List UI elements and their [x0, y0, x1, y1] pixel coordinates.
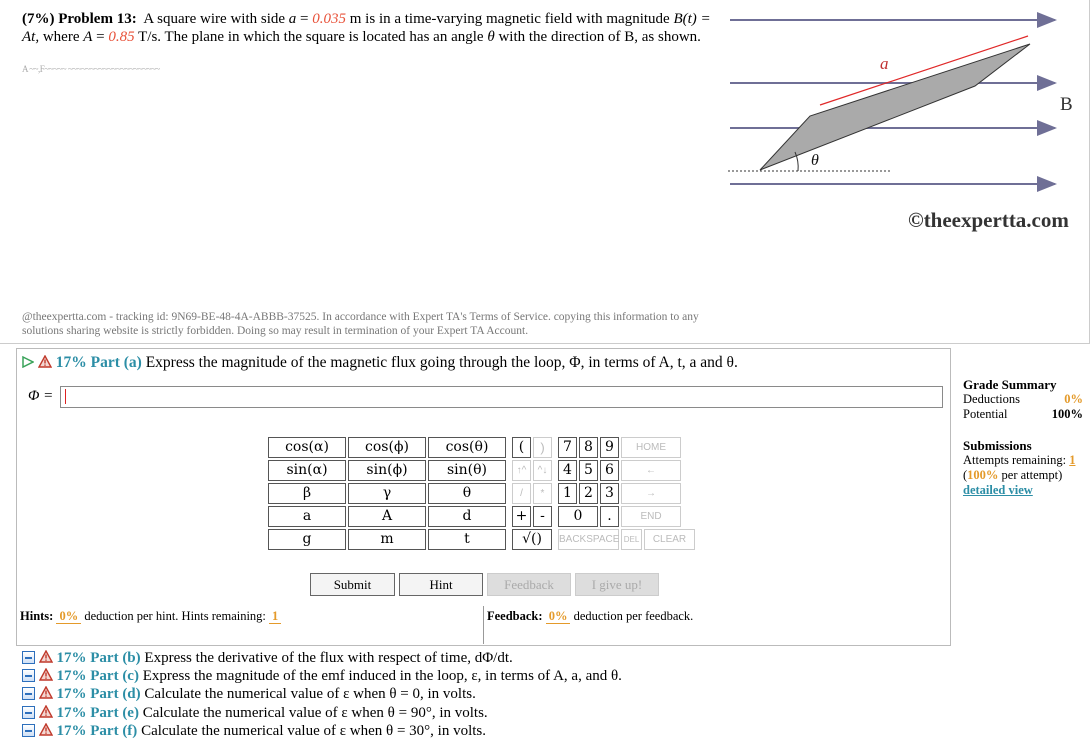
problem-label: Problem 13: — [58, 11, 137, 27]
part-status-icon — [22, 669, 35, 682]
key-5[interactable]: 5 — [579, 460, 598, 481]
key-home[interactable]: HOME — [621, 437, 681, 458]
problem-weight: (7%) — [22, 11, 55, 27]
key-minus[interactable]: - — [533, 506, 552, 527]
part-e-row[interactable]: 17% Part (e) Calculate the numerical value of ε when θ = 90°, in volts. — [22, 705, 488, 722]
feedback-button[interactable]: Feedback — [487, 573, 571, 596]
key-gamma[interactable]: γ — [348, 483, 426, 504]
key-6[interactable]: 6 — [600, 460, 619, 481]
key-beta[interactable]: β — [268, 483, 346, 504]
key-backspace[interactable]: BACKSPACE — [558, 529, 619, 550]
part-d-row[interactable]: 17% Part (d) Calculate the numerical value of ε when θ = 0, in volts. — [22, 686, 476, 703]
key-t[interactable]: t — [428, 529, 506, 550]
key-power-down[interactable]: ^↓ — [533, 460, 552, 481]
key-sin-theta[interactable]: sin(θ) — [428, 460, 506, 481]
figure-copyright: ©theexpertta.com — [908, 208, 1069, 232]
side-value: 0.035 — [312, 11, 347, 27]
key-dot[interactable]: . — [600, 506, 619, 527]
hints-feedback-divider — [483, 606, 484, 644]
A-value: 0.85 — [108, 29, 135, 45]
part-status-icon — [22, 706, 35, 719]
key-del[interactable]: DEL — [621, 529, 642, 550]
grade-summary-title: Grade Summary — [963, 377, 1057, 392]
part-status-icon — [22, 724, 35, 737]
key-g[interactable]: g — [268, 529, 346, 550]
part-f-row[interactable]: 17% Part (f) Calculate the numerical value of ε when θ = 30°, in volts. — [22, 723, 486, 740]
submit-button[interactable]: Submit — [310, 573, 395, 596]
key-theta[interactable]: θ — [428, 483, 506, 504]
side-a-label: a — [880, 54, 889, 73]
problem-figure — [700, 0, 1090, 200]
key-power-up[interactable]: ↑^ — [512, 460, 531, 481]
submissions-title: Submissions — [963, 438, 1032, 453]
part-status-icon — [22, 687, 35, 700]
key-sin-phi[interactable]: sin(ϕ) — [348, 460, 426, 481]
answer-input[interactable] — [60, 386, 943, 408]
keypad — [266, 435, 697, 552]
warning-icon — [39, 686, 53, 699]
grade-summary: Grade Summary Deductions 0% Potential 100% Submissions Attempts remaining: 1 (100% per attempt) detailed view — [963, 377, 1083, 497]
key-2[interactable]: 2 — [579, 483, 598, 504]
hint-deduction: 0% — [56, 609, 81, 624]
feedback-deduction: 0% — [546, 609, 571, 624]
key-cursor-right[interactable]: → — [621, 483, 681, 504]
per-attempt-value: 100% — [967, 468, 999, 482]
hints-info: Hints: 0% deduction per hint. Hints remaining: 1 — [20, 609, 281, 624]
hint-button[interactable]: Hint — [399, 573, 483, 596]
angle-theta-label: θ — [811, 152, 819, 169]
attempts-remaining: 1 — [1069, 453, 1076, 467]
part-status-icon — [22, 651, 35, 664]
key-cursor-left[interactable]: ← — [621, 460, 681, 481]
warning-icon — [38, 355, 52, 368]
key-clear[interactable]: CLEAR — [644, 529, 695, 550]
key-0[interactable]: 0 — [558, 506, 598, 527]
key-cos-theta[interactable]: cos(θ) — [428, 437, 506, 458]
key-sqrt[interactable]: √() — [512, 529, 552, 550]
key-A[interactable]: A — [348, 506, 426, 527]
key-8[interactable]: 8 — [579, 437, 598, 458]
field-B-label: B — [1060, 94, 1073, 115]
key-4[interactable]: 4 — [558, 460, 577, 481]
key-3[interactable]: 3 — [600, 483, 619, 504]
warning-icon — [39, 723, 53, 736]
key-7[interactable]: 7 — [558, 437, 577, 458]
key-plus[interactable]: + — [512, 506, 531, 527]
square-loop-shape — [760, 44, 1030, 170]
expand-arrow-icon[interactable] — [22, 356, 34, 368]
deductions-value: 0% — [1064, 392, 1083, 406]
give-up-button[interactable]: I give up! — [575, 573, 659, 596]
key-open-paren[interactable]: ( — [512, 437, 531, 458]
tracking-notice: @theexpertta.com - tracking id: 9N69-BE-48-4A-ABBB-37525. In accordance with Expert TA's Terms of Service. copying this information to any solutions sharing website is strictly forbidden. Doing so may result in termination of your Expert TA Account. — [22, 311, 699, 337]
hints-remaining: 1 — [269, 609, 281, 624]
key-m[interactable]: m — [348, 529, 426, 550]
key-1[interactable]: 1 — [558, 483, 577, 504]
answer-label: Φ = — [28, 388, 54, 404]
key-end[interactable]: END — [621, 506, 681, 527]
key-d[interactable]: d — [428, 506, 506, 527]
key-cos-alpha[interactable]: cos(α) — [268, 437, 346, 458]
key-sin-alpha[interactable]: sin(α) — [268, 460, 346, 481]
key-cos-phi[interactable]: cos(ϕ) — [348, 437, 426, 458]
key-multiply[interactable]: * — [533, 483, 552, 504]
key-9[interactable]: 9 — [600, 437, 619, 458]
problem-statement: (7%) Problem 13: A square wire with side a = 0.035 m is in a time-varying magnetic field with magnitude B(t) = At, where A = 0.85 T/s. The plane in which the square is located has an angle θ with the direction of B, as shown. — [22, 11, 711, 45]
key-close-paren[interactable]: ) — [533, 437, 552, 458]
text-caret — [65, 389, 66, 404]
detailed-view-link[interactable]: detailed view — [963, 483, 1033, 497]
warning-icon — [39, 705, 53, 718]
key-divide[interactable]: / — [512, 483, 531, 504]
key-a[interactable]: a — [268, 506, 346, 527]
part-a-question: Express the magnitude of the magnetic flux going through the loop, Φ, in terms of A, t, a and θ. — [145, 354, 738, 371]
feedback-info: Feedback: 0% deduction per feedback. — [487, 609, 694, 623]
part-c-row[interactable]: 17% Part (c) Express the magnitude of the emf induced in the loop, ε, in terms of A, a, and θ. — [22, 668, 622, 685]
faint-overlay-text: A ~~,F~~~~~ ~~~~~~~~~~~~~~~~~~~~~ — [22, 64, 160, 74]
part-a-header[interactable]: 17% Part (a) Express the magnitude of the magnetic flux going through the loop, Φ, in terms of A, t, a and θ. — [22, 354, 738, 372]
potential-value: 100% — [1051, 407, 1083, 421]
warning-icon — [39, 650, 53, 663]
part-b-row[interactable]: 17% Part (b) Express the derivative of the flux with respect of time, dΦ/dt. — [22, 650, 513, 667]
warning-icon — [39, 668, 53, 681]
